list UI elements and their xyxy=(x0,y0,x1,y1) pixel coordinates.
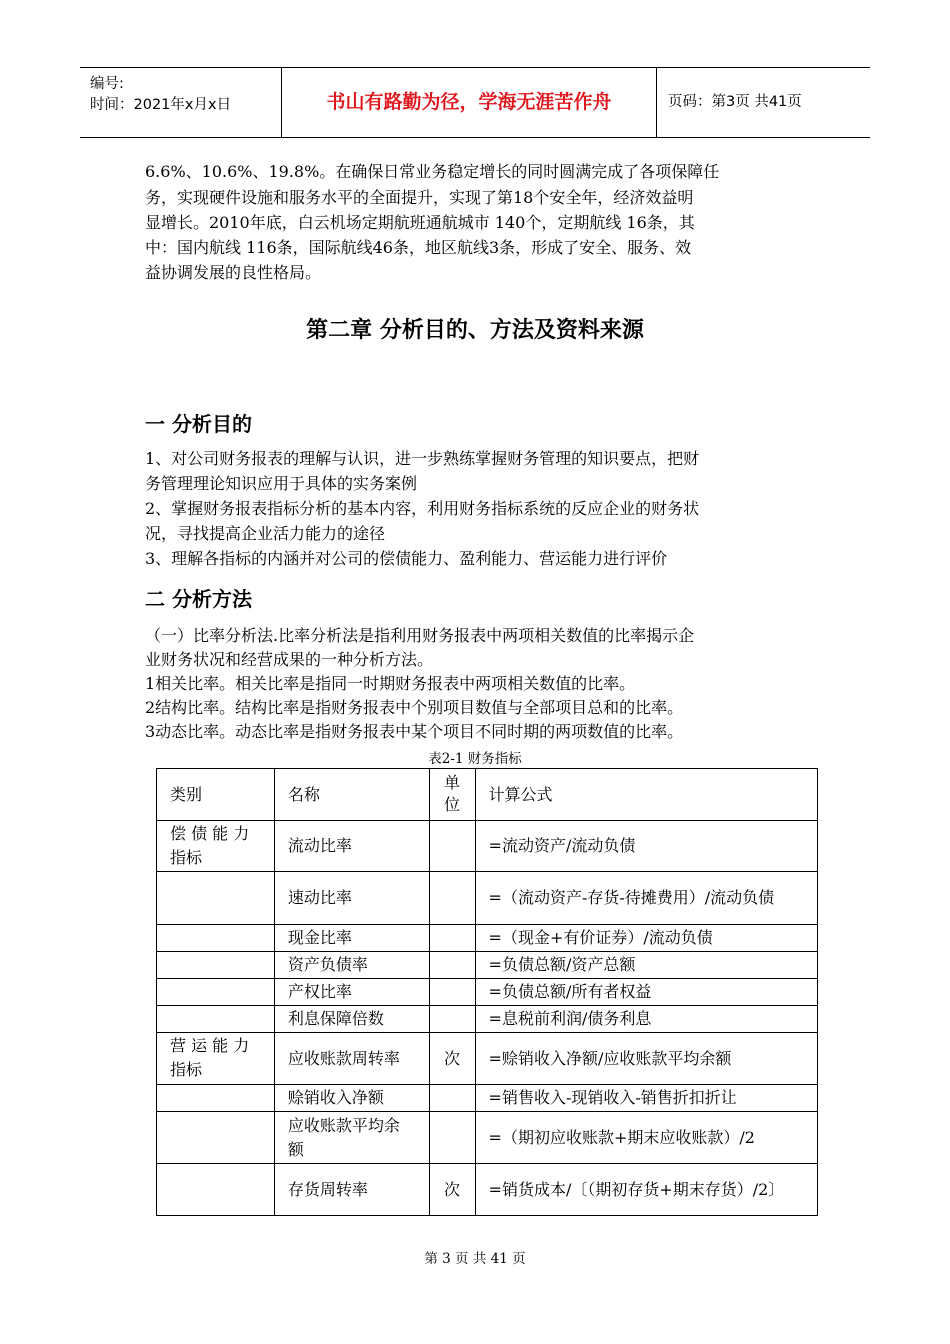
cell-name: 产权比率 xyxy=(274,979,429,1006)
cell-unit xyxy=(429,872,475,925)
cell-unit xyxy=(429,952,475,979)
cell-name: 利息保障倍数 xyxy=(274,1006,429,1033)
cell-formula: =销货成本/〔（期初存货+期末存货）/2〕 xyxy=(475,1164,817,1216)
table-row xyxy=(157,925,818,952)
cell-category xyxy=(157,1006,275,1033)
header-name: 名称 xyxy=(274,769,429,821)
cell-name: 应收账款平均余额 xyxy=(274,1112,429,1164)
table-row xyxy=(157,1164,818,1216)
header-category: 类别 xyxy=(157,769,275,821)
table-row xyxy=(157,1006,818,1033)
method-line: 2结构比率。结构比率是指财务报表中个别项目数值与全部项目总和的比率。 xyxy=(145,698,684,717)
table-row xyxy=(157,1112,818,1164)
cell-category: 偿 债 能 力 指标 xyxy=(157,821,275,872)
cell-formula: =息税前利润/债务利息 xyxy=(475,1006,817,1033)
cell-name: 存货周转率 xyxy=(274,1164,429,1216)
table-row xyxy=(157,1085,818,1112)
purpose-line: 2、掌握财务报表指标分析的基本内容，利用财务指标系统的反应企业的财务状 xyxy=(145,499,700,518)
cell-unit: 次 xyxy=(429,1033,475,1085)
cell-formula: =（期初应收账款+期末应收账款）/2 xyxy=(475,1112,817,1164)
cell-category xyxy=(157,1085,275,1112)
cell-unit: 次 xyxy=(429,1164,475,1216)
intro-line: 中：国内航线 116条，国际航线46条，地区航线3条，形成了安全、服务、效 xyxy=(145,238,692,257)
cell-name: 现金比率 xyxy=(274,925,429,952)
financial-indicators-table xyxy=(156,768,818,1216)
section-heading-methods: 二 分析方法 xyxy=(145,587,252,611)
document-number-label: 编号: xyxy=(90,76,124,92)
table-row xyxy=(157,952,818,979)
method-line: 1相关比率。相关比率是指同一时期财务报表中两项相关数值的比率。 xyxy=(145,674,636,693)
header-meta xyxy=(90,74,231,116)
cell-formula: =流动资产/流动负债 xyxy=(475,821,817,872)
cell-formula: =（现金+有价证券）/流动负债 xyxy=(475,925,817,952)
purpose-line: 3、理解各指标的内涵并对公司的偿债能力、盈利能力、营运能力进行评价 xyxy=(145,549,668,568)
cell-name: 赊销收入净额 xyxy=(274,1085,429,1112)
section-heading-purpose: 一 分析目的 xyxy=(145,412,252,436)
purpose-line: 况，寻找提高企业活力能力的途径 xyxy=(145,524,386,543)
cell-category xyxy=(157,872,275,925)
purpose-line: 务管理理论知识应用于具体的实务案例 xyxy=(145,474,418,493)
cell-unit xyxy=(429,979,475,1006)
intro-line: 显增长。2010年底，白云机场定期航班通航城市 140个，定期航线 16条，其 xyxy=(145,213,695,232)
header-divider xyxy=(656,68,657,137)
purpose-line: 1、对公司财务报表的理解与认识，进一步熟练掌握财务管理的知识要点，把财 xyxy=(145,449,700,468)
document-time-label: 时间：2021年x月x日 xyxy=(90,97,232,113)
page-header xyxy=(80,67,870,138)
cell-formula: =（流动资产-存货-待摊费用）/流动负债 xyxy=(475,872,817,925)
cell-category xyxy=(157,1164,275,1216)
cell-formula: =负债总额/资产总额 xyxy=(475,952,817,979)
cell-category: 营 运 能 力 指标 xyxy=(157,1033,275,1085)
cell-category xyxy=(157,1112,275,1164)
cell-name: 应收账款周转率 xyxy=(274,1033,429,1085)
header-unit xyxy=(429,769,475,821)
cell-category xyxy=(157,952,275,979)
cell-name: 速动比率 xyxy=(274,872,429,925)
method-line: （一）比率分析法.比率分析法是指利用财务报表中两项相关数值的比率揭示企 xyxy=(145,626,695,645)
intro-line: 益协调发展的良性格局。 xyxy=(145,263,322,282)
cell-formula: =销售收入-现销收入-销售折扣折让 xyxy=(475,1085,817,1112)
cell-formula: =负债总额/所有者权益 xyxy=(475,979,817,1006)
cell-unit xyxy=(429,925,475,952)
chapter-title: 第二章 分析目的、方法及资料来源 xyxy=(306,318,644,343)
cell-unit xyxy=(429,821,475,872)
cell-name: 流动比率 xyxy=(274,821,429,872)
table-row xyxy=(157,872,818,925)
table-header-row xyxy=(157,769,818,821)
page-footer: 第 3 页 共 41 页 xyxy=(424,1251,526,1267)
header-page-label: 页码：第3页 共41页 xyxy=(668,94,802,110)
table-row xyxy=(157,979,818,1006)
cell-unit xyxy=(429,1085,475,1112)
cell-name: 资产负债率 xyxy=(274,952,429,979)
method-line: 3动态比率。动态比率是指财务报表中某个项目不同时期的两项数值的比率。 xyxy=(145,722,684,741)
cell-category xyxy=(157,925,275,952)
cell-formula: =赊销收入净额/应收账款平均余额 xyxy=(475,1033,817,1085)
header-formula: 计算公式 xyxy=(475,769,817,821)
table-row xyxy=(157,821,818,872)
header-unit-text: 单位 xyxy=(444,773,461,814)
intro-line: 6.6%、10.6%、19.8%。在确保日常业务稳定增长的同时圆满完成了各项保障任 xyxy=(145,162,720,181)
cell-category xyxy=(157,979,275,1006)
header-motto: 书山有路勤为径，学海无涯苦作舟 xyxy=(326,91,612,113)
table-caption: 表2-1 财务指标 xyxy=(428,751,522,767)
intro-line: 务，实现硬件设施和服务水平的全面提升，实现了第18个安全年，经济效益明 xyxy=(145,188,694,207)
method-line: 业财务状况和经营成果的一种分析方法。 xyxy=(145,650,434,669)
cell-unit xyxy=(429,1006,475,1033)
cell-unit xyxy=(429,1112,475,1164)
table-row xyxy=(157,1033,818,1085)
